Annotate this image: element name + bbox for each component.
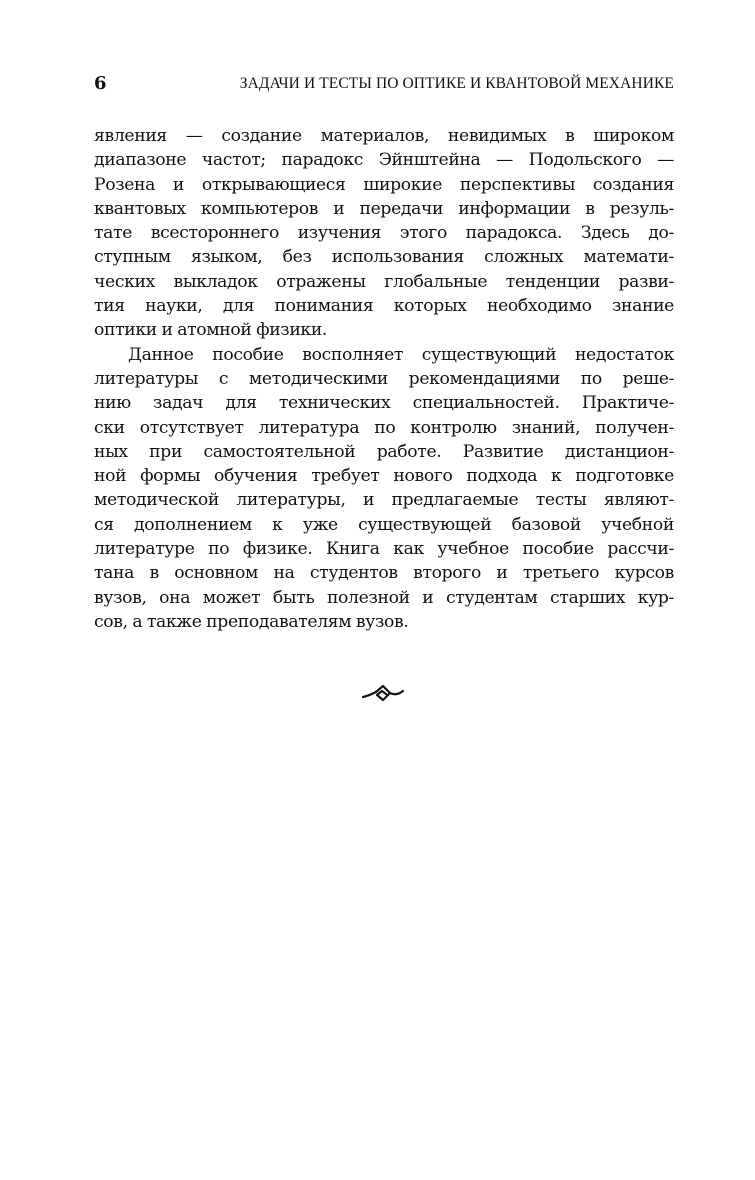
- text-line: Данное пособие восполняет существующий недостаток: [128, 344, 674, 365]
- text-line: тана в основном на студентов второго и третьего курсов: [94, 563, 674, 584]
- text-line: ных при самостоятельной работе. Развитие дистанцион-: [94, 441, 674, 462]
- text-line: тате всестороннего изучения этого парадокса. Здесь до-: [94, 223, 674, 244]
- page-header: [94, 72, 674, 96]
- text-line: ной формы обучения требует нового подхода к подготовке: [94, 466, 674, 487]
- paragraph-2: [94, 343, 674, 635]
- section-end-ornament-icon: [362, 683, 404, 705]
- text-line: оптики и атомной физики.: [94, 320, 328, 341]
- page-number: 6: [94, 73, 107, 94]
- text-line: сов, а также преподавателям вузов.: [94, 611, 409, 632]
- text-line: методической литературы, и предлагаемые тесты являют-: [94, 490, 674, 511]
- text-line: литературе по физике. Книга как учебное пособие рассчи-: [94, 539, 674, 560]
- text-line: явления — создание материалов, невидимых в широком: [94, 126, 674, 146]
- text-line: литературы с методическими рекомендациями по реше-: [94, 368, 674, 389]
- text-line: ся дополнением к уже существующей базовой учебной: [94, 514, 674, 535]
- paragraph-1: [94, 124, 674, 343]
- text-line: ступным языком, без использования сложных математи-: [94, 247, 674, 268]
- text-line: Розена и открывающиеся широкие перспективы создания: [94, 174, 674, 195]
- text-line: тия науки, для понимания которых необходимо знание: [94, 296, 674, 317]
- text-line: диапазоне частот; парадокс Эйнштейна — Подольского —: [94, 150, 674, 171]
- text-line: ческих выкладок отражены глобальные тенденции разви-: [94, 271, 674, 292]
- body-text: [94, 124, 674, 634]
- text-line: вузов, она может быть полезной и студентам старших кур-: [94, 587, 674, 608]
- text-line: ски отсутствует литература по контролю знаний, получен-: [94, 417, 674, 438]
- running-title: ЗАДАЧИ И ТЕСТЫ ПО ОПТИКЕ И КВАНТОВОЙ МЕХАНИКЕ: [239, 75, 674, 92]
- text-line: нию задач для технических специальностей. Практиче-: [94, 393, 674, 414]
- text-line: квантовых компьютеров и передачи информации в резуль-: [94, 198, 674, 219]
